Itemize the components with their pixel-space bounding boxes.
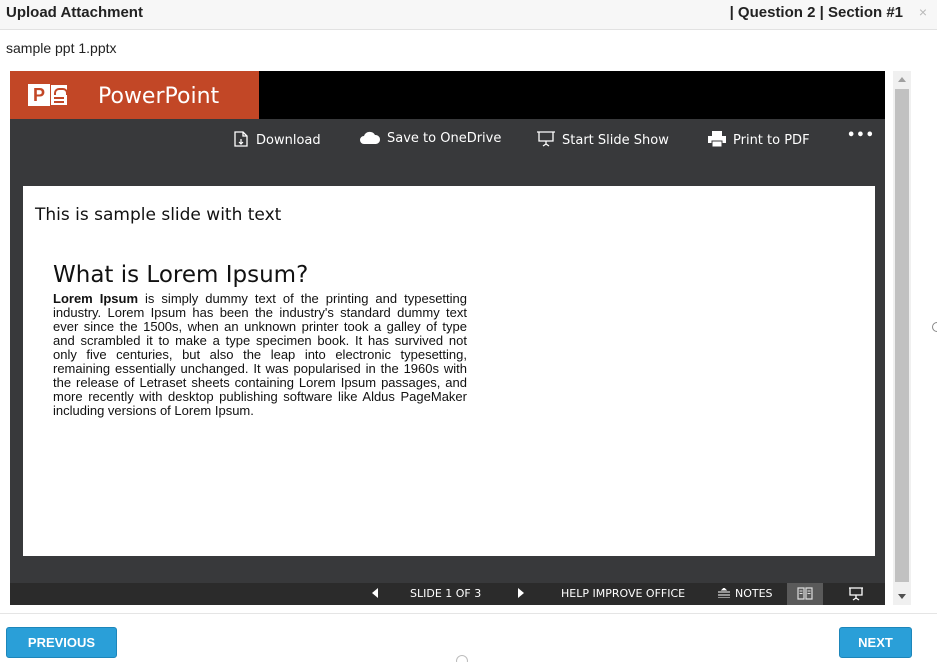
notes-toggle[interactable] xyxy=(718,587,773,600)
modal-header xyxy=(0,0,937,30)
cloud-icon xyxy=(359,130,381,146)
viewer-status-bar xyxy=(10,583,885,605)
download-label: Download xyxy=(256,133,321,148)
next-button[interactable]: NEXT xyxy=(839,627,912,658)
save-to-onedrive-button[interactable] xyxy=(359,130,501,146)
slide-counter: SLIDE 1 OF 3 xyxy=(410,587,482,600)
notes-label: NOTES xyxy=(735,587,773,600)
help-improve-office-link[interactable]: HELP IMPROVE OFFICE xyxy=(561,587,686,600)
download-icon xyxy=(232,130,250,148)
bottom-handle-circle xyxy=(456,655,468,662)
print-to-pdf-label: Print to PDF xyxy=(733,133,810,148)
start-slide-show-button[interactable] xyxy=(536,130,669,148)
file-name: sample ppt 1.pptx xyxy=(6,40,117,56)
notes-icon xyxy=(718,588,730,598)
viewer-top-bar xyxy=(10,71,885,119)
print-to-pdf-button[interactable] xyxy=(707,130,810,148)
start-slide-show-label: Start Slide Show xyxy=(562,133,669,148)
viewer-command-bar xyxy=(10,119,885,157)
side-handle-circle xyxy=(932,322,937,332)
footer-divider xyxy=(0,613,937,614)
slideshow-view-button[interactable] xyxy=(838,583,874,605)
powerpoint-logo-icon: P xyxy=(28,84,68,106)
scroll-up-icon[interactable] xyxy=(898,77,906,82)
slide-body-rest: is simply dummy text of the printing and typesetting industry. Lorem Ipsum has been the industry's standard dummy text ever since the 1500s, when an unknown printer took a galley of type and scrambled it to make a type specimen book. It has survived not only five centuries, but also the leap into electronic typesetting, remaining essentially unchanged. It was popularised in the 1960s with the release of Letraset sheets containing Lorem Ipsum passages, and more recently with desktop publishing software like Aldus PageMaker including versions of Lorem Ipsum. xyxy=(53,291,468,418)
slide-body-text xyxy=(53,292,467,418)
previous-slide-icon[interactable] xyxy=(372,588,378,598)
reading-view-button[interactable] xyxy=(787,583,823,605)
slide-body-bold: Lorem Ipsum xyxy=(53,291,139,306)
projector-screen-icon xyxy=(536,130,556,148)
previous-button[interactable]: PREVIOUS xyxy=(6,627,117,658)
powerpoint-viewer xyxy=(10,71,885,605)
printer-icon xyxy=(707,130,727,148)
reading-view-icon xyxy=(797,587,813,600)
next-slide-icon[interactable] xyxy=(518,588,524,598)
question-section-label: | Question 2 | Section #1 xyxy=(729,4,903,21)
modal-title: Upload Attachment xyxy=(6,4,143,21)
close-icon[interactable]: × xyxy=(918,4,927,20)
scrollbar-thumb[interactable] xyxy=(895,89,909,582)
scroll-down-icon[interactable] xyxy=(898,594,906,599)
slide-subheading: What is Lorem Ipsum? xyxy=(53,262,309,288)
slideshow-icon xyxy=(848,587,864,601)
app-name: PowerPoint xyxy=(98,84,220,109)
more-options-button[interactable]: ••• xyxy=(847,128,875,143)
slide-heading: This is sample slide with text xyxy=(35,205,282,225)
save-to-onedrive-label: Save to OneDrive xyxy=(387,131,502,146)
slide-canvas xyxy=(23,186,875,556)
viewer-scrollbar[interactable] xyxy=(893,71,911,605)
download-button[interactable] xyxy=(232,130,321,148)
powerpoint-brand xyxy=(10,71,259,119)
